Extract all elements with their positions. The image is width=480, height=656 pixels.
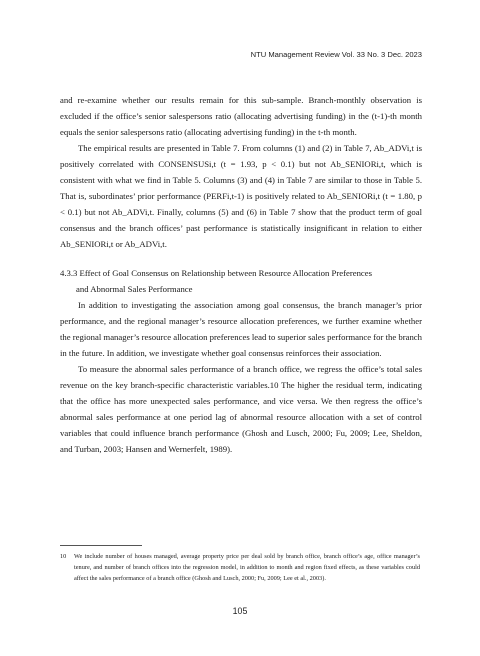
footnote-number: 10 [60, 553, 67, 560]
section-4-3-3 [60, 265, 422, 457]
footnote-rule [60, 545, 142, 546]
footnote-text: We include number of houses managed, average property price per deal sold by branch office, branch office’s age, office manager’s tenure, and number of branch offices into the regression model, in addition to month and region fixed effects, as these variables could affect the sales performance of a branch office (Ghosh and Lusch, 2000; Fu, 2009; Lee et al., 2003). [74, 553, 420, 583]
body-text [60, 92, 422, 457]
page-number: 105 [232, 606, 248, 616]
section-heading-continued: and Abnormal Sales Performance [76, 284, 193, 294]
paragraph-abnormal-sales: To measure the abnormal sales performance of a branch office, we regress the office’s total sales revenue on the key branch-specific characteristic variables.10 The higher the residual term, indicating that the office has more unexpected sales performance, and vice versa. We then regress the office’s abnormal sales performance at one period lag of abnormal resource allocation with a set of control variables that could influence branch performance (Ghosh and Lusch, 2000; Fu, 2009; Lee, Sheldon, and Turban, 2003; Hansen and Wernerfelt, 1989). [60, 364, 422, 454]
section-heading: 4.3.3 Effect of Goal Consensus on Relationship between Resource Allocation Preferences [60, 268, 373, 278]
footnote [60, 551, 420, 585]
running-header: NTU Management Review Vol. 33 No. 3 Dec. 2023 [250, 50, 422, 59]
paragraph-empirical-results: The empirical results are presented in Table 7. From columns (1) and (2) in Table 7, Ab_ADVi,t is positively correlated with CONSENSUSi,t (t = 1.93, p < 0.1) but not Ab_SENIORi,t, which is consistent with what we find in Table 5. Columns (3) and (4) in Table 7 are similar to those in Table 5. That is, subordinates’ prior performance (PERFi,t-1) is positively related to Ab_SENIORi,t (t = 1.80, p < 0.1) but not Ab_ADVi,t. Finally, columns (5) and (6) in Table 7 show that the product term of goal consensus and the branch offices’ past performance is statistically insignificant in relation to either Ab_SENIORi,t or Ab_ADVi,t. [60, 143, 422, 249]
paragraph-investigation: In addition to investigating the association among goal consensus, the branch manager’s prior performance, and the regional manager’s resource allocation preferences, we further examine whether the regional manager’s resource allocation preferences lead to superior sales performance for the branch in the future. In addition, we investigate whether goal consensus reinforces their association. [60, 300, 422, 358]
paragraph-continuation: and re-examine whether our results remain for this sub-sample. Branch-monthly observation is excluded if the office’s senior salespersons ratio (allocating advertising funding) in the (t-1)-th month equals the senior salespersons ratio (allocating advertising funding) in the t-th month. [60, 95, 422, 137]
